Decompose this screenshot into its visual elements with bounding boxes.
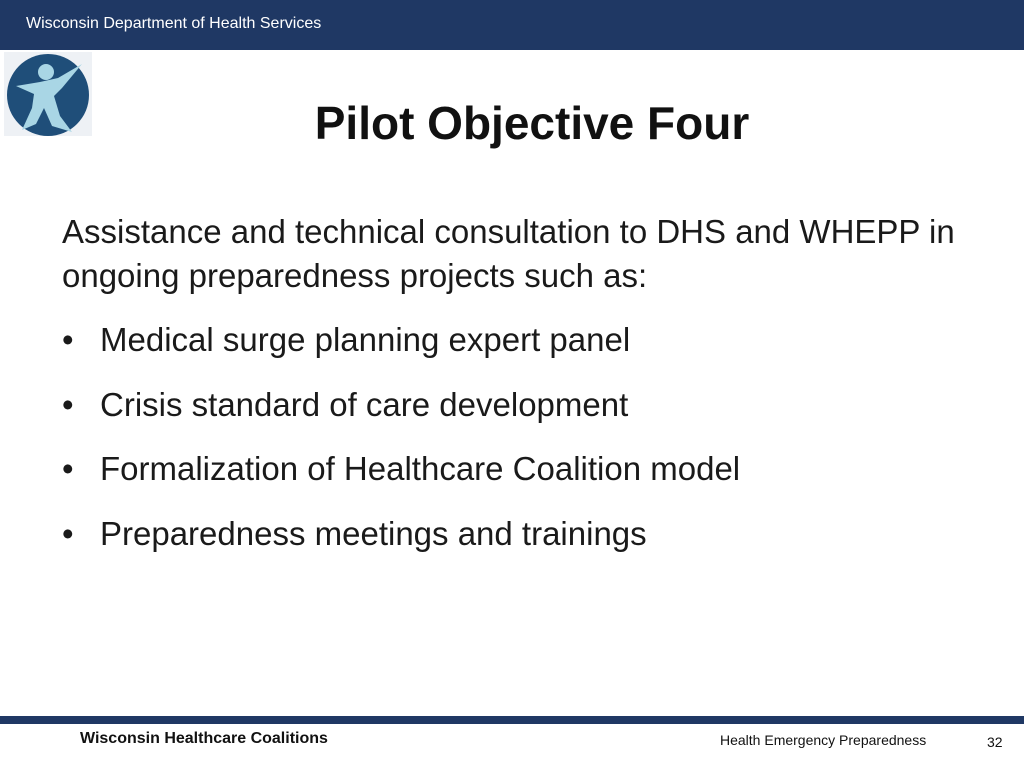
header-bar [0, 0, 1024, 50]
bullet-list [62, 318, 962, 576]
list-item [62, 447, 962, 512]
list-item [62, 383, 962, 448]
bullet-text: Preparedness meetings and trainings [100, 514, 647, 552]
footer-coalition-name: Wisconsin Healthcare Coalitions [80, 730, 328, 747]
bullet-text: Formalization of Healthcare Coalition model [100, 450, 741, 487]
intro-paragraph: Assistance and technical consultation to DHS and WHEPP in ongoing preparedness projects such as: [62, 213, 955, 294]
organization-name: Wisconsin Department of Health Services [26, 15, 322, 32]
bullet-marker: • [62, 514, 74, 552]
footer-program-name: Health Emergency Preparedness [720, 732, 927, 748]
bullet-marker: • [62, 450, 74, 487]
list-item [62, 318, 962, 383]
list-item [62, 512, 962, 577]
slide-title: Pilot Objective Four [314, 97, 750, 149]
dhs-person-logo-icon [4, 52, 92, 136]
bullet-text: Medical surge planning expert panel [100, 321, 631, 358]
bullet-marker: • [62, 321, 74, 358]
page-number: 32 [987, 734, 1003, 750]
footer-divider [0, 716, 1024, 724]
bullet-marker: • [62, 385, 74, 423]
bullet-text: Crisis standard of care development [100, 385, 629, 423]
